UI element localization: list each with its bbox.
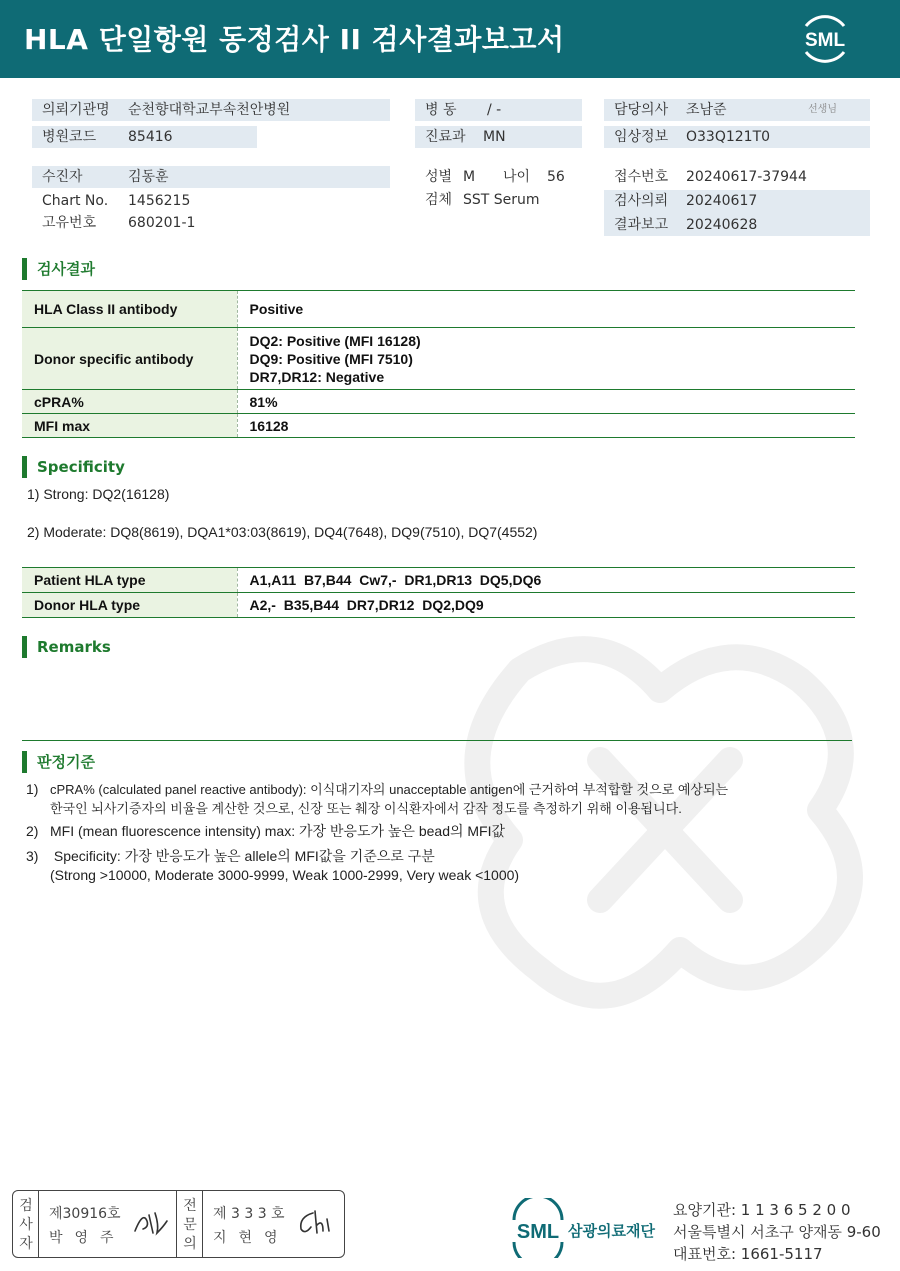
criteria-item-text: MFI (mean fluorescence intensity) max: 가장 반응도가 높은 bead의 MFI값: [50, 823, 506, 839]
hla-type-value: A2,- B35,B44 DR7,DR12 DQ2,DQ9: [237, 593, 855, 618]
specialist-label: 전 문 의: [183, 1198, 197, 1252]
svg-text:SML: SML: [516, 1221, 560, 1243]
hla-type-value: A1,A11 B7,B44 Cw7,- DR1,DR13 DQ5,DQ6: [237, 568, 855, 593]
phone-number: 대표번호: 1661-5117: [673, 1245, 823, 1263]
dsa-line: DQ2: Positive (MFI 16128): [249, 332, 421, 349]
hla-type-label: Patient HLA type: [22, 568, 237, 593]
specialist-name: 지현영: [213, 1230, 290, 1246]
institution-code: 요양기관: 1 1 3 6 5 2 0 0: [673, 1201, 851, 1219]
hospital-code-field: 병원코드 85416: [32, 126, 257, 148]
result-value: 81%: [237, 390, 855, 414]
result-label: HLA Class II antibody: [22, 291, 237, 328]
result-label: cPRA%: [22, 390, 237, 414]
chart-no-field: Chart No. 1456215: [42, 193, 191, 209]
table-row: [22, 414, 855, 438]
hla-type-label: Donor HLA type: [22, 593, 237, 618]
table-row: [22, 568, 855, 593]
patient-name-field: 수진자 김동훈: [32, 166, 390, 188]
result-label: Donor specific antibody: [22, 328, 237, 390]
criteria-section-title: 판정기준: [22, 751, 95, 773]
tester-label: 검 사 자: [19, 1198, 33, 1252]
specialist-license-no: 제 3 3 3 호: [213, 1206, 285, 1222]
hospital-field: 의뢰기관명 순천향대학교부속천안병원: [32, 99, 390, 121]
result-value: [237, 328, 855, 390]
sex-age-field: 성별 M 나이 56: [425, 169, 565, 185]
table-row: [22, 328, 855, 390]
results-section-title: 검사결과: [22, 258, 95, 280]
criteria-item-text: Specificity: 가장 반응도가 높은 allele의 MFI값을 기준으로 구분 (Strong >10000, Moderate 3000-9999, Weak 1000-2999, Very weak <1000): [50, 848, 520, 883]
table-row: [22, 291, 855, 328]
specificity-section-title: Specificity: [22, 456, 125, 478]
doctor-field: 담당의사 조남준 선생님: [604, 99, 870, 121]
unique-no-field: 고유번호 680201-1: [42, 215, 196, 231]
receipt-no-field: 접수번호 20240617-37944: [614, 169, 807, 185]
clinical-info-field: 임상정보 O33Q121T0: [604, 126, 870, 148]
tester-name: 박영주: [49, 1230, 126, 1246]
specificity-moderate: 2) Moderate: DQ8(8619), DQA1*03:03(8619), DQ4(7648), DQ9(7510), DQ7(4552): [27, 524, 538, 540]
watermark-cross-graphic: [400, 610, 900, 1080]
result-value: Positive: [237, 291, 855, 328]
dsa-line: DQ9: Positive (MFI 7510): [249, 350, 413, 367]
ward-field: 병 동 / -: [415, 99, 582, 121]
result-value: 16128: [237, 414, 855, 438]
dsa-line: DR7,DR12: Negative: [249, 368, 385, 385]
table-row: [22, 390, 855, 414]
address: 서울특별시 서초구 양재동 9-60: [673, 1223, 881, 1241]
criteria-item-number: 2): [26, 823, 39, 839]
svg-text:SML: SML: [804, 30, 846, 51]
request-date-field: 검사의뢰 20240617: [604, 190, 870, 214]
remarks-section-title: Remarks: [22, 636, 111, 658]
sml-foundation-logo-icon: [508, 1198, 668, 1258]
criteria-item-number: 3): [26, 848, 39, 864]
tester-license-no: 제30916호: [49, 1206, 121, 1222]
department-field: 진료과 MN: [415, 126, 582, 148]
specialist-signature-icon: [295, 1207, 335, 1237]
signature-box: [12, 1190, 345, 1258]
remarks-divider: [22, 740, 852, 741]
report-title: HLA 단일항원 동정검사 II 검사결과보고서: [24, 23, 565, 56]
hla-type-table: [22, 567, 855, 618]
tester-signature-icon: [131, 1207, 171, 1237]
table-row: [22, 593, 855, 618]
results-table: [22, 290, 855, 438]
specimen-field: 검체 SST Serum: [425, 192, 540, 208]
specificity-strong: 1) Strong: DQ2(16128): [27, 486, 170, 502]
criteria-item-number: 1): [26, 781, 39, 797]
report-header: [0, 0, 900, 78]
sml-logo-icon: [796, 12, 854, 66]
report-date-field: 결과보고 20240628: [604, 214, 870, 236]
result-label: MFI max: [22, 414, 237, 438]
criteria-item-text: cPRA% (calculated panel reactive antibody): 이식대기자의 unacceptable antigen에 근거하여 부적합할 것으로 예상되는 한국인 뇌사기증자의 비율을 계산한 것으로, 신장 또는 췌장 이식환자에서 감작 정도를 측정하기 위해 이용됩니다.: [50, 782, 729, 816]
svg-text:삼광의료재단: 삼광의료재단: [568, 1222, 655, 1240]
